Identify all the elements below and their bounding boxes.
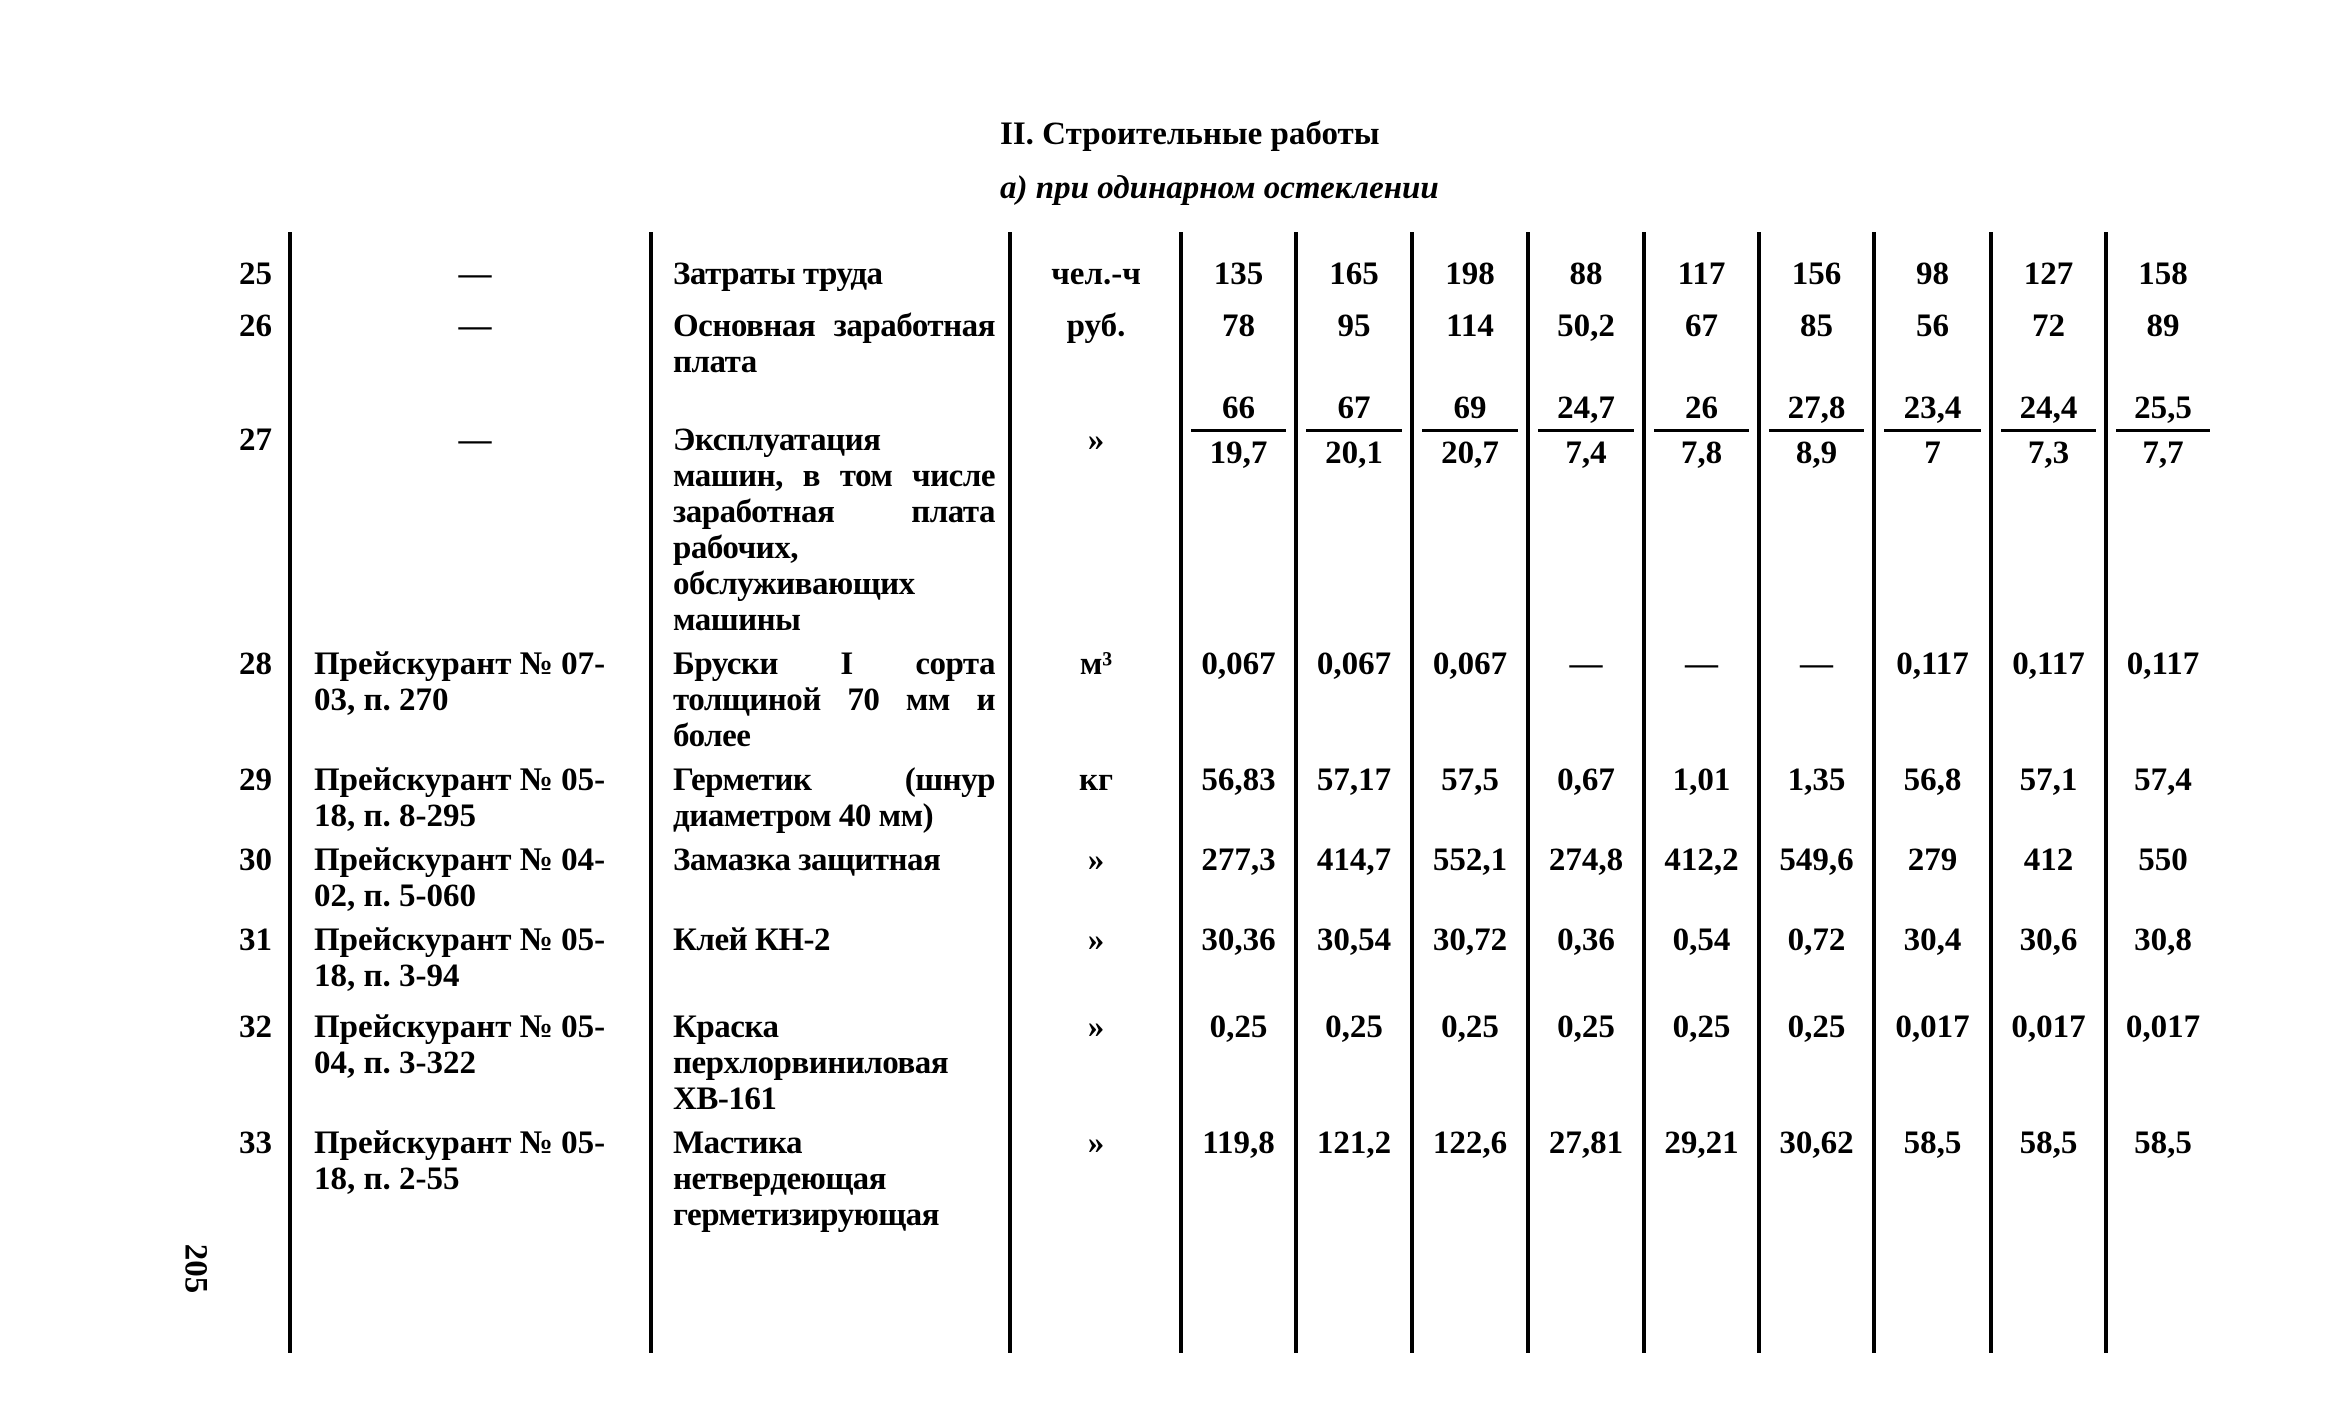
value-cell: 0,25 — [1557, 1009, 1615, 1045]
row-number: 26 — [239, 308, 272, 344]
unit: » — [1087, 1125, 1105, 1161]
fraction-bar — [1191, 429, 1286, 432]
numerator: 67 — [1337, 390, 1371, 426]
value-cell: 0,117 — [2012, 646, 2085, 682]
denominator: 7,4 — [1565, 435, 1607, 471]
value-cell: 95 — [1337, 308, 1371, 344]
source-dash: — — [458, 256, 492, 292]
value-cell: 56,8 — [1903, 762, 1962, 798]
value-cell: 0,117 — [2126, 646, 2200, 682]
value-cell: 274,8 — [1548, 842, 1624, 878]
value-cell: 0,72 — [1787, 922, 1846, 958]
row-number: 31 — [239, 922, 272, 958]
page-number: 205 — [177, 1243, 214, 1294]
value-cell: 0,117 — [1896, 646, 1969, 682]
value-cell: 58,5 — [2134, 1125, 2192, 1161]
fraction-value — [1181, 390, 1296, 471]
numerator: 25,5 — [2134, 390, 2192, 426]
resource-name: Герметик (шнур диаметром 40 мм) — [673, 762, 995, 834]
row-number: 29 — [239, 762, 272, 798]
numerator: 24,4 — [2019, 390, 2078, 426]
fraction-bar — [1884, 429, 1981, 432]
price-list-source: Прейскурант № 05-04, п. 3-322 — [314, 1009, 606, 1081]
value-cell: 0,017 — [1895, 1009, 1970, 1045]
value-cell: 57,4 — [2134, 762, 2192, 798]
value-cell: 78 — [1222, 308, 1255, 344]
denominator: 7,3 — [2027, 435, 2070, 471]
value-cell: 0,25 — [1209, 1009, 1268, 1045]
price-list-source: Прейскурант № 05-18, п. 3-94 — [314, 922, 606, 994]
unit: » — [1087, 1009, 1105, 1045]
value-cell: 114 — [1446, 308, 1494, 344]
value-cell: 98 — [1916, 256, 1949, 292]
numerator: 69 — [1453, 390, 1487, 426]
price-list-source: Прейскурант № 04-02, п. 5-060 — [314, 842, 606, 914]
value-cell: 85 — [1800, 308, 1833, 344]
row-number: 32 — [239, 1009, 272, 1045]
resource-name: Затраты труда — [673, 256, 883, 292]
value-cell: 412,2 — [1664, 842, 1739, 878]
unit: » — [1087, 422, 1105, 458]
price-list-source: Прейскурант № 07-03, п. 270 — [314, 646, 606, 718]
source-dash: — — [458, 422, 492, 458]
fraction-value — [1644, 390, 1759, 471]
value-cell: 27,81 — [1548, 1125, 1624, 1161]
unit: м³ — [1079, 646, 1113, 682]
column-divider — [288, 232, 292, 1353]
value-cell: 30,6 — [2019, 922, 2078, 958]
denominator: 20,1 — [1325, 435, 1383, 471]
fraction-value — [1759, 390, 1874, 471]
source-dash: — — [458, 308, 492, 344]
value-cell: 56,83 — [1201, 762, 1276, 798]
row-number: 27 — [239, 422, 272, 458]
fraction-bar — [1306, 429, 1402, 432]
value-cell: 158 — [2138, 256, 2188, 292]
value-cell: 1,35 — [1787, 762, 1846, 798]
denominator: 7 — [1924, 435, 1941, 471]
denominator: 19,7 — [1209, 435, 1268, 471]
value-cell: 414,7 — [1316, 842, 1392, 878]
value-cell: 0,067 — [1201, 646, 1276, 682]
value-cell: 119,8 — [1202, 1125, 1275, 1161]
value-cell: 117 — [1677, 256, 1726, 292]
price-list-source: Прейскурант № 05-18, п. 2-55 — [314, 1125, 606, 1197]
fraction-value — [1528, 390, 1644, 471]
fraction-bar — [2116, 429, 2210, 432]
fraction-value — [1991, 390, 2106, 471]
row-number: 33 — [239, 1125, 272, 1161]
unit: » — [1087, 922, 1105, 958]
value-cell: 57,5 — [1441, 762, 1499, 798]
unit: чел.-ч — [1051, 256, 1141, 292]
value-cell: 550 — [2138, 842, 2188, 878]
row-number: 25 — [239, 256, 272, 292]
numerator: 23,4 — [1903, 390, 1962, 426]
value-cell: 89 — [2146, 308, 2180, 344]
unit: руб. — [1066, 308, 1126, 344]
value-cell: 121,2 — [1316, 1125, 1392, 1161]
fraction-value — [1412, 390, 1528, 471]
fraction-bar — [1422, 429, 1518, 432]
value-cell: 552,1 — [1432, 842, 1508, 878]
resource-name: Замазка защитная — [673, 842, 941, 878]
row-number: 30 — [239, 842, 272, 878]
value-cell: 412 — [2023, 842, 2074, 878]
value-cell: 156 — [1791, 256, 1842, 292]
value-cell: 0,067 — [1432, 646, 1508, 682]
value-cell: 67 — [1685, 308, 1718, 344]
value-cell: 0,017 — [2011, 1009, 2086, 1045]
value-cell: 72 — [2032, 308, 2065, 344]
value-cell: 50,2 — [1557, 308, 1615, 344]
value-cell: 1,01 — [1672, 762, 1731, 798]
fraction-bar — [2001, 429, 2096, 432]
value-cell: 0,54 — [1672, 922, 1731, 958]
value-cell: 88 — [1569, 256, 1603, 292]
subsection-title: а) при одинарном остеклении — [1000, 170, 1439, 206]
value-cell: 0,67 — [1557, 762, 1615, 798]
value-cell: 30,8 — [2134, 922, 2192, 958]
value-cell: 549,6 — [1779, 842, 1854, 878]
value-cell: 0,25 — [1787, 1009, 1846, 1045]
fraction-value — [1874, 390, 1991, 471]
unit: » — [1087, 842, 1105, 878]
numerator: 24,7 — [1557, 390, 1615, 426]
resource-name: Мастика нетвердеющая герметизирующая — [673, 1125, 940, 1233]
numerator: 26 — [1685, 390, 1718, 426]
unit: кг — [1079, 762, 1113, 798]
value-cell: 165 — [1329, 256, 1379, 292]
fraction-value — [2106, 390, 2220, 471]
price-list-source: Прейскурант № 05-18, п. 8-295 — [314, 762, 606, 834]
fraction-bar — [1538, 429, 1634, 432]
fraction-value — [1296, 390, 1412, 471]
value-cell: — — [1569, 646, 1603, 682]
value-cell: 30,62 — [1779, 1125, 1854, 1161]
denominator: 20,7 — [1441, 435, 1499, 471]
value-cell: 135 — [1213, 256, 1264, 292]
value-cell: 0,25 — [1672, 1009, 1731, 1045]
value-cell: 57,1 — [2019, 762, 2078, 798]
row-number: 28 — [239, 646, 272, 682]
fraction-bar — [1769, 429, 1864, 432]
value-cell: 277,3 — [1201, 842, 1276, 878]
resource-name: Основная заработная плата — [673, 308, 995, 380]
value-cell: 0,067 — [1316, 646, 1392, 682]
resource-name: Эксплуатация машин, в том числе заработная плата рабочих, обслуживающих машины — [673, 422, 995, 638]
resource-name: Бруски I сорта толщиной 70 мм и более — [673, 646, 995, 754]
denominator: 7,8 — [1680, 435, 1723, 471]
denominator: 8,9 — [1795, 435, 1838, 471]
value-cell: — — [1800, 646, 1833, 682]
column-divider — [649, 232, 653, 1353]
value-cell: 30,36 — [1201, 922, 1276, 958]
resource-name: Краска перхлорвиниловая ХВ-161 — [673, 1009, 949, 1117]
section-title: II. Строительные работы — [1000, 116, 1380, 152]
value-cell: 279 — [1907, 842, 1958, 878]
value-cell: 198 — [1445, 256, 1495, 292]
value-cell: 29,21 — [1664, 1125, 1739, 1161]
value-cell: 56 — [1916, 308, 1949, 344]
denominator: 7,7 — [2142, 435, 2184, 471]
value-cell: 58,5 — [2019, 1125, 2078, 1161]
numerator: 27,8 — [1787, 390, 1846, 426]
value-cell: — — [1685, 646, 1718, 682]
numerator: 66 — [1222, 390, 1255, 426]
value-cell: 0,017 — [2125, 1009, 2201, 1045]
value-cell: 30,72 — [1432, 922, 1508, 958]
value-cell: 0,25 — [1441, 1009, 1499, 1045]
value-cell: 127 — [2023, 256, 2074, 292]
value-cell: 30,4 — [1903, 922, 1962, 958]
value-cell: 0,36 — [1557, 922, 1615, 958]
value-cell: 30,54 — [1316, 922, 1392, 958]
value-cell: 0,25 — [1325, 1009, 1383, 1045]
resource-name: Клей КН-2 — [673, 922, 830, 958]
fraction-bar — [1654, 429, 1749, 432]
value-cell: 58,5 — [1903, 1125, 1962, 1161]
value-cell: 122,6 — [1432, 1125, 1508, 1161]
value-cell: 57,17 — [1316, 762, 1392, 798]
